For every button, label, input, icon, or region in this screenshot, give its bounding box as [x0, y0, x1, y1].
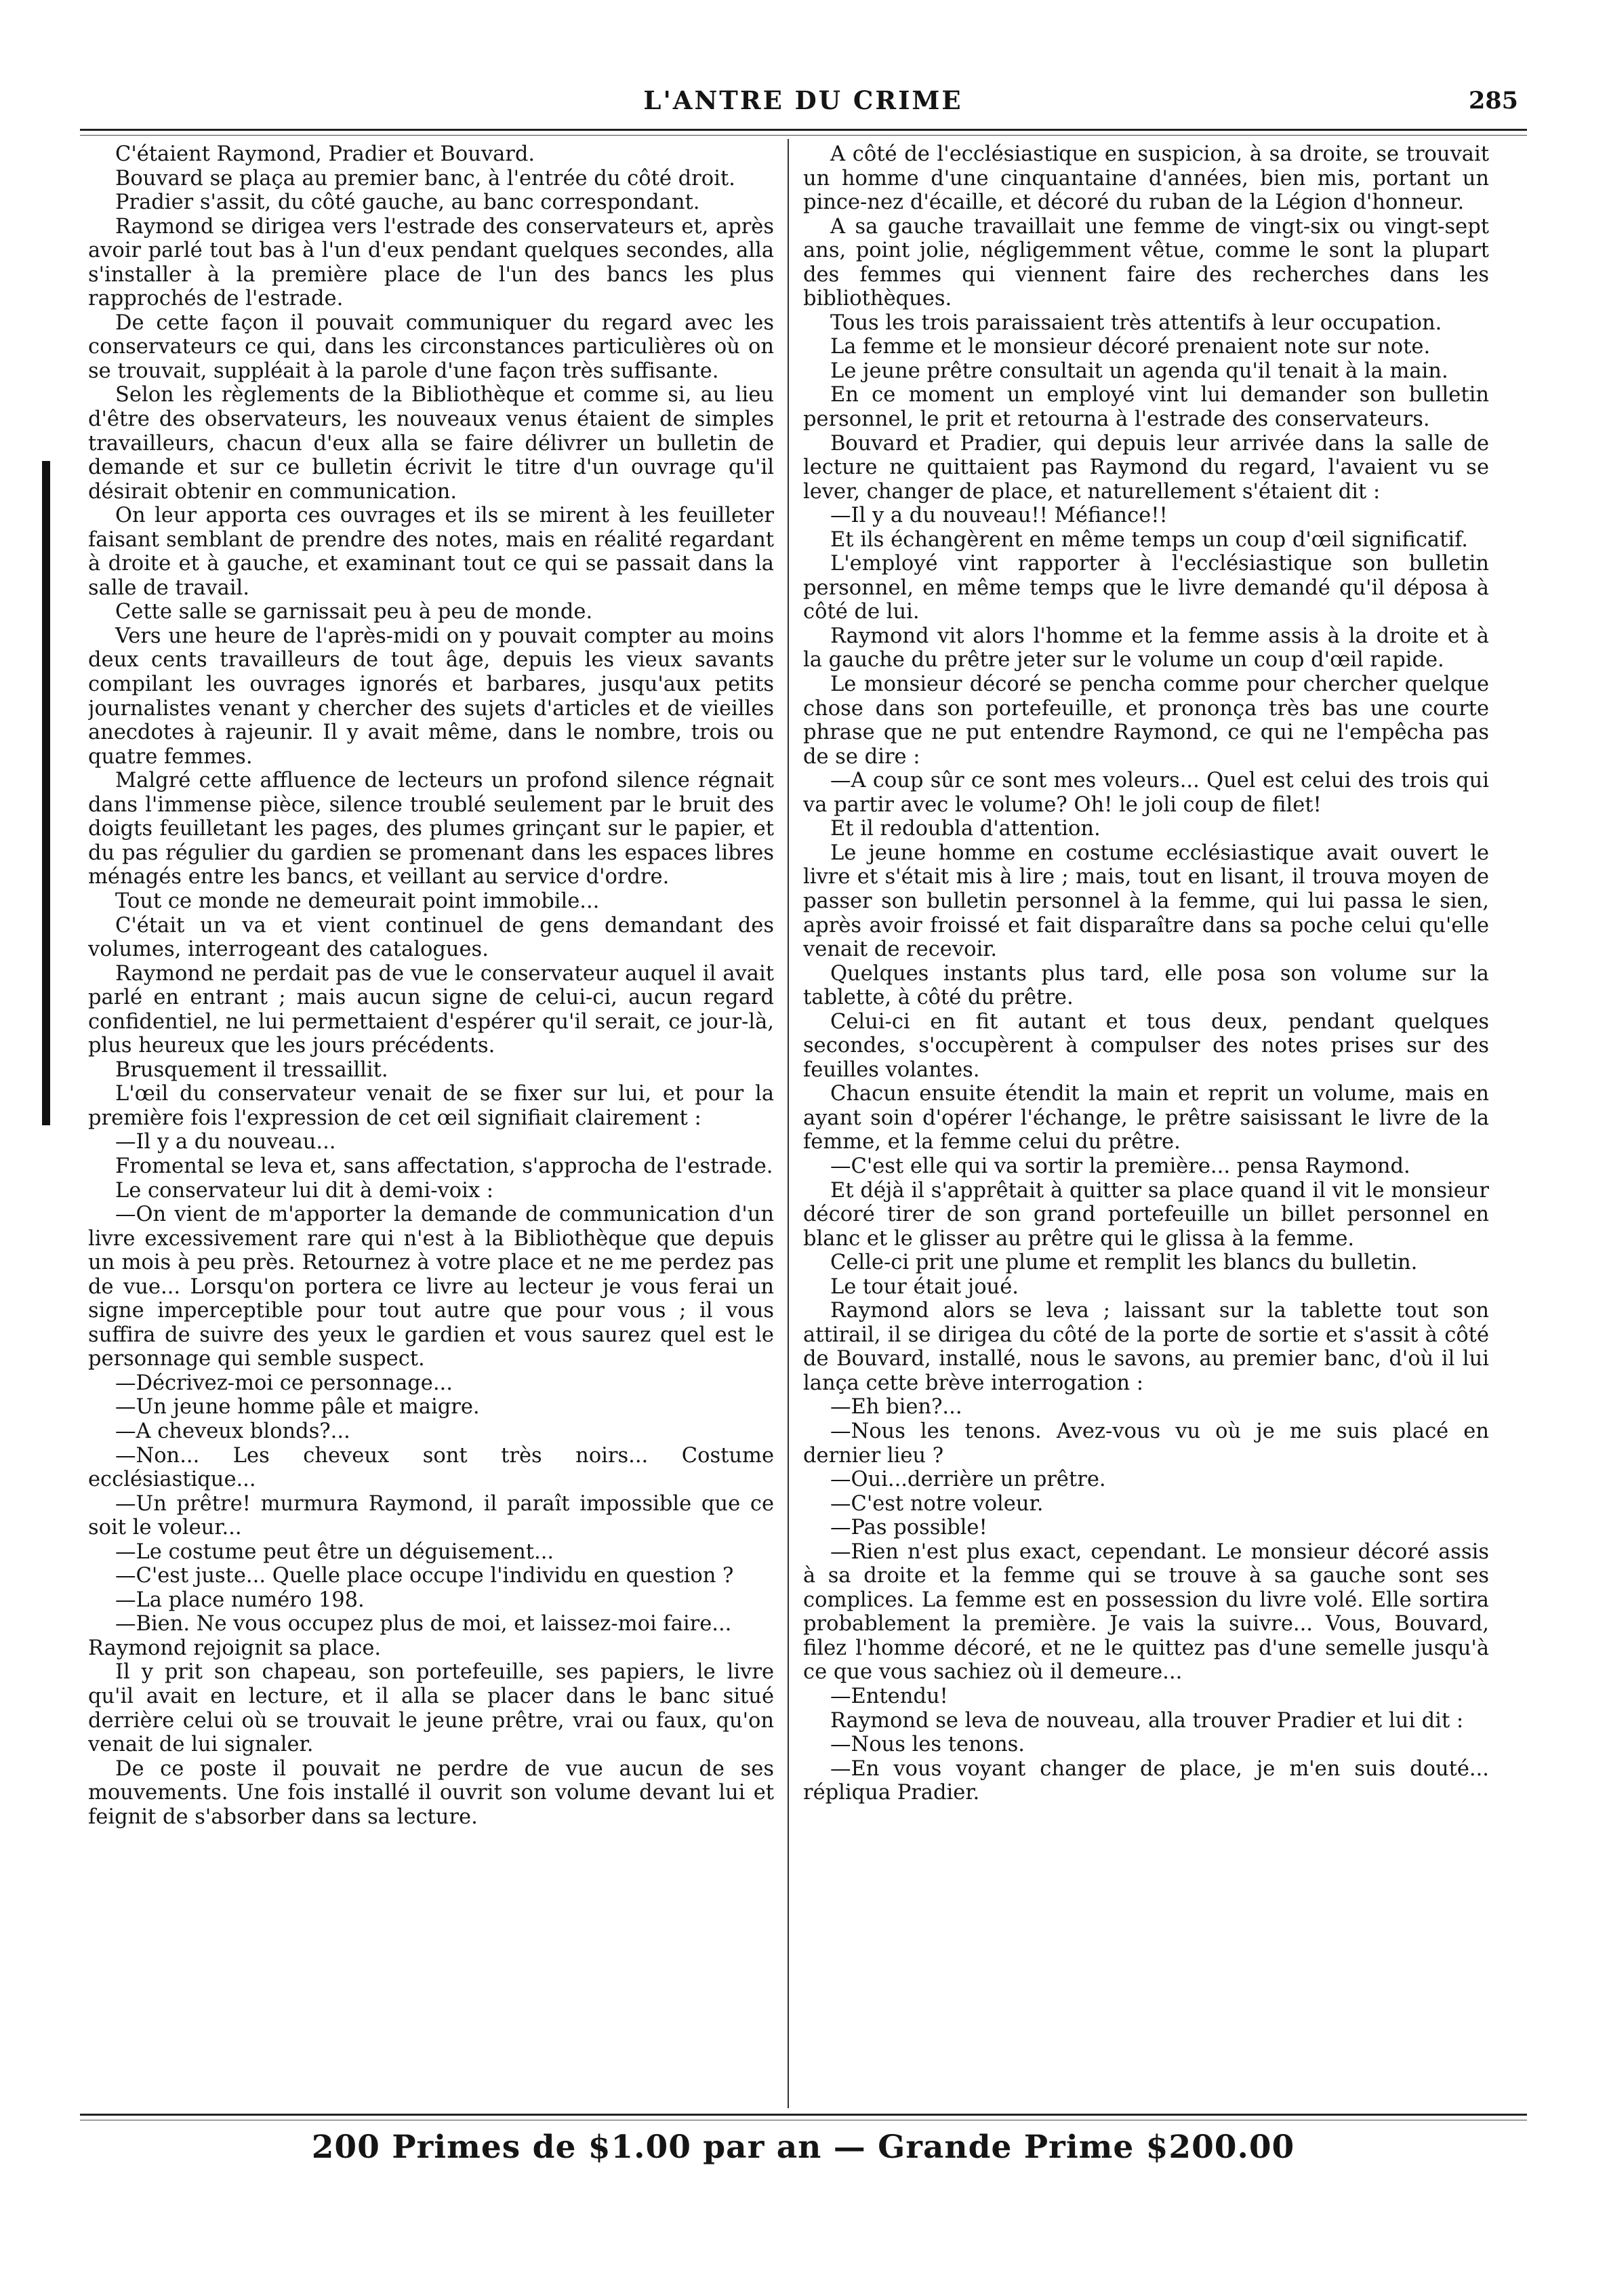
paragraph: Bouvard et Pradier, qui depuis leur arrivée dans la salle de lecture ne quittaient pas Raymond du regard, l'avaient vu se lever, changer de place, et naturellement s'étaient dit : — [803, 431, 1489, 504]
paragraph: —Un jeune homme pâle et maigre. — [115, 1395, 480, 1419]
running-title: L'ANTRE DU CRIME — [643, 85, 963, 115]
paragraph: —Il y a du nouveau... — [115, 1130, 336, 1154]
paragraph: —Décrivez-moi ce personnage... — [115, 1371, 453, 1395]
paragraph: A sa gauche travaillait une femme de vingt-six ou vingt-sept ans, point jolie, négligemment vêtue, comme le sont la plupart des femmes qui viennent faire des recherches dans les bibliothèques. — [803, 214, 1489, 311]
paragraph: A côté de l'ecclésiastique en suspicion, à sa droite, se trouvait un homme d'une cinquantaine d'années, bien mis, portant un pince-nez d'écaille, et décoré du ruban de la Légion d'honneur. — [803, 142, 1489, 215]
paragraph: Brusquement il tressaillit. — [115, 1058, 388, 1082]
paragraph: Tout ce monde ne demeurait point immobile... — [115, 889, 600, 913]
paragraph: —Nous les tenons. Avez-vous vu où je me suis placé en dernier lieu ? — [803, 1419, 1489, 1468]
paragraph: On leur apporta ces ouvrages et ils se mirent à les feuilleter faisant semblant de prendre des notes, mais en réalité regardant à droite et à gauche, et examinant tout ce qui se passait dans la salle de travail. — [88, 504, 774, 600]
paragraph: —Un prêtre! murmura Raymond, il paraît impossible que ce soit le voleur... — [88, 1491, 774, 1540]
paragraph: Le conservateur lui dit à demi-voix : — [115, 1178, 494, 1203]
paragraph: —C'est elle qui va sortir la première... pensa Raymond. — [830, 1154, 1410, 1178]
paragraph: L'œil du conservateur venait de se fixer sur lui, et pour la première fois l'expression de cet œil signifiait clairement : — [88, 1082, 774, 1130]
paragraph: —Bien. Ne vous occupez plus de moi, et laissez-moi faire... — [115, 1612, 732, 1636]
paragraph: Bouvard se plaça au premier banc, à l'entrée du côté droit. — [115, 166, 735, 190]
paragraph: C'étaient Raymond, Pradier et Bouvard. — [115, 142, 535, 166]
paragraph: De cette façon il pouvait communiquer du regard avec les conservateurs ce qui, dans les circonstances particulières où on se trouvait, suppléait à la parole d'une façon très suffisante. — [88, 310, 774, 383]
left-column — [88, 142, 774, 2107]
paragraph: Le jeune homme en costume ecclésiastique avait ouvert le livre et s'était mis à lire ; mais, tout en lisant, il trouva moyen de passer son bulletin personnel à la femme, qui lui passa le sien, après avoir froissé et fait disparaître dans sa poche celui qu'elle venait de recevoir. — [803, 841, 1489, 962]
paragraph: Raymond se dirigea vers l'estrade des conservateurs et, après avoir parlé tout bas à l'un d'eux pendant quelques secondes, alla s'installer à la première place de l'un des bancs les plus rapprochés de l'estrade. — [88, 214, 774, 311]
paragraph: Il y prit son chapeau, son portefeuille, ses papiers, le livre qu'il avait en lecture, et il alla se placer dans le banc situé derrière celui où se trouvait le jeune prêtre, vrai ou faux, qu'on venait de lui signaler. — [88, 1660, 774, 1757]
margin-mark — [42, 461, 50, 1125]
paragraph: Malgré cette affluence de lecteurs un profond silence régnait dans l'immense pièce, silence troublé seulement par le bruit des doigts feuilletant les pages, des plumes grinçant sur le papier, et du pas régulier du gardien se promenant dans les espaces libres ménagés entre les bancs, et veillant au service d'ordre. — [88, 769, 774, 889]
paragraph: —Eh bien?... — [830, 1395, 962, 1419]
paragraph: —En vous voyant changer de place, je m'en suis douté... répliqua Pradier. — [803, 1756, 1489, 1805]
paragraph: Celui-ci en fit autant et tous deux, pendant quelques secondes, s'occupèrent à compulser des notes prises sur des feuilles volantes. — [803, 1009, 1489, 1082]
paragraph: C'était un va et vient continuel de gens demandant des volumes, interrogeant des catalogues. — [88, 913, 774, 962]
paragraph: Pradier s'assit, du côté gauche, au banc correspondant. — [115, 190, 700, 215]
paragraph: Et il redoubla d'attention. — [830, 817, 1101, 841]
paragraph: Raymond alors se leva ; laissant sur la tablette tout son attirail, il se dirigea du côté de la porte de sortie et s'assit à côté de Bouvard, installé, nous le savons, au premier banc, d'où il lui lança cette brève interrogation : — [803, 1299, 1489, 1395]
paragraph: —Rien n'est plus exact, cependant. Le monsieur décoré assis à sa droite et la femme qui se trouve à sa gauche sont ses complices. La femme est en possession du livre volé. Elle sortira probablement la première. Je vais la suivre... Vous, Bouvard, filez l'homme décoré, et ne le quittez pas d'une semelle jusqu'à ce que vous sachiez où il demeure... — [803, 1539, 1489, 1685]
footer-rule — [80, 2114, 1527, 2116]
paragraph: —On vient de m'apporter la demande de communication d'un livre excessivement rare qui n'est à la Bibliothèque que depuis un mois à peu près. Retournez à votre place et ne me perdez pas de vue... Lorsqu'on portera ce livre au lecteur je vous ferai un signe imperceptible pour tout autre que pour vous ; il vous suffira de suivre des yeux le gardien et vous saurez quel est le personnage qui semble suspect. — [88, 1203, 774, 1371]
paragraph: Et ils échangèrent en même temps un coup d'œil significatif. — [830, 527, 1469, 552]
paragraph: —C'est notre voleur. — [830, 1491, 1044, 1516]
paragraph: Le monsieur décoré se pencha comme pour chercher quelque chose dans son portefeuille, et prononça très bas une courte phrase que ne put entendre Raymond, ce qui ne l'empêcha pas de se dire : — [803, 672, 1489, 769]
paragraph: En ce moment un employé vint lui demander son bulletin personnel, le prit et retourna à l'estrade des conservateurs. — [803, 383, 1489, 432]
header-rule — [80, 129, 1527, 131]
paragraph: Chacun ensuite étendit la main et reprit un volume, mais en ayant soin d'opérer l'échange, le prêtre saisissant le livre de la femme, et la femme celui du prêtre. — [803, 1082, 1489, 1154]
right-column — [803, 142, 1489, 2107]
paragraph: Raymond ne perdait pas de vue le conservateur auquel il avait parlé en entrant ; mais aucun signe de celui-ci, aucun regard confidentiel, ne lui permettaient d'espérer qu'il serait, ce jour-là, plus heureux que les jours précédents. — [88, 961, 774, 1058]
paragraph: L'employé vint rapporter à l'ecclésiastique son bulletin personnel, en même temps que le livre demandé qu'il déposa à côté de lui. — [803, 552, 1489, 624]
paragraph: Fromental se leva et, sans affectation, s'approcha de l'estrade. — [115, 1154, 773, 1178]
paragraph: —Entendu! — [830, 1685, 948, 1708]
paragraph: De ce poste il pouvait ne perdre de vue aucun de ses mouvements. Une fois installé il ouvrit son volume devant lui et feignit de s'absorber dans sa lecture. — [88, 1756, 774, 1829]
paragraph: Selon les règlements de la Bibliothèque et comme si, au lieu d'être des observateurs, les nouveaux venus étaient de simples travailleurs, chacun d'eux alla se faire délivrer un bulletin de demande et sur ce bulletin écrivit le titre d'un ouvrage qu'il désirait obtenir en communication. — [88, 383, 774, 504]
paragraph: —Oui...derrière un prêtre. — [830, 1468, 1106, 1492]
paragraph: Tous les trois paraissaient très attentifs à leur occupation. — [830, 310, 1442, 335]
paragraph: —C'est juste... Quelle place occupe l'individu en question ? — [115, 1564, 734, 1588]
paragraph: Et déjà il s'apprêtait à quitter sa place quand il vit le monsieur décoré tirer de son grand portefeuille un billet personnel en blanc et le glisser au prêtre qui le glissa à la femme. — [803, 1178, 1489, 1251]
paragraph: —A coup sûr ce sont mes voleurs... Quel est celui des trois qui va partir avec le volume? Oh! le joli coup de filet! — [803, 769, 1489, 817]
paragraph: Quelques instants plus tard, elle posa son volume sur la tablette, à côté du prêtre. — [803, 961, 1489, 1010]
header-rule-thin — [80, 135, 1527, 136]
paragraph: —Non... Les cheveux sont très noirs... Costume ecclésiastique... — [88, 1443, 774, 1492]
paragraph: —Pas possible! — [830, 1516, 987, 1540]
paragraph: Raymond se leva de nouveau, alla trouver Pradier et lui dit : — [830, 1708, 1464, 1733]
paragraph: Raymond vit alors l'homme et la femme assis à la droite et à la gauche du prêtre jeter sur le volume un coup d'œil rapide. — [803, 624, 1489, 672]
paragraph: Cette salle se garnissait peu à peu de monde. — [115, 600, 593, 624]
page-header — [88, 80, 1518, 122]
paragraph: —Le costume peut être un déguisement... — [115, 1539, 554, 1564]
paragraph: Le tour était joué. — [830, 1274, 1019, 1299]
paragraph: —Nous les tenons. — [830, 1733, 1025, 1757]
paragraph: Vers une heure de l'après-midi on y pouvait compter au moins deux cents travailleurs de tout âge, depuis les vieux savants compilant les ouvrages ignorés et barbares, jusqu'aux petits journalistes venant y chercher des sujets d'articles et de vieilles anecdotes à rajeunir. Il y avait même, dans le nombre, trois ou quatre femmes. — [88, 624, 774, 769]
footer-banner: 200 Primes de $1.00 par an — Grande Prime $200.00 — [311, 2129, 1295, 2166]
page-number: 285 — [1468, 87, 1518, 115]
column-divider — [788, 139, 789, 2108]
paragraph: —Il y a du nouveau!! Méfiance!! — [830, 504, 1168, 528]
paragraph: —A cheveux blonds?... — [115, 1419, 350, 1443]
paragraph: Celle-ci prit une plume et remplit les blancs du bulletin. — [830, 1251, 1418, 1275]
paragraph: Le jeune prêtre consultait un agenda qu'il tenait à la main. — [830, 359, 1448, 383]
paragraph: La femme et le monsieur décoré prenaient note sur note. — [830, 335, 1431, 359]
paragraph: Raymond rejoignit sa place. — [88, 1636, 382, 1660]
paragraph: —La place numéro 198. — [115, 1588, 365, 1612]
